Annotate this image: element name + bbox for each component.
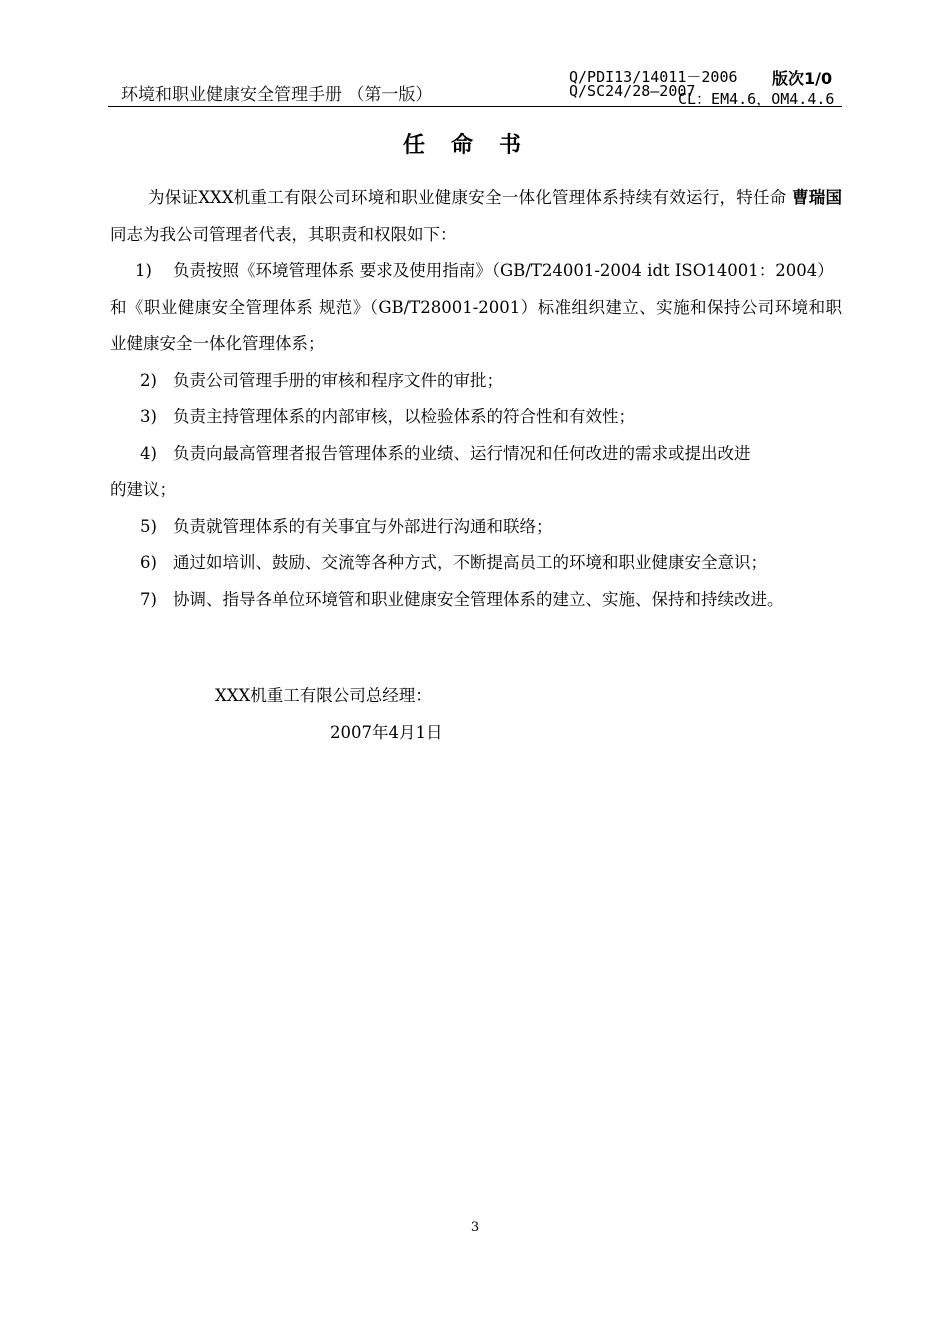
item-text: 负责主持管理体系的内部审核，以检验体系的符合性和有效性； [173,407,635,426]
appointee-name: 曹瑞国 [792,188,842,207]
duty-item-2 [110,363,842,400]
intro-text-2: 同志为我公司管理者代表，其职责和权限如下： [110,224,457,244]
intro-text-1: 为保证XXX机重工有限公司环境和职业健康安全一体化管理体系持续有效运行，特任命 [148,188,792,207]
item-number: 1) [135,261,152,280]
page-number: 3 [470,1220,480,1235]
item-number: 4) [140,443,157,463]
item-text: 通过如培训、鼓励、交流等各种方式，不断提高员工的环境和职业健康安全意识； [173,553,767,572]
duty-item-1 [110,253,842,290]
item-number: 3) [140,407,157,426]
duty-item-1-continued: 和《职业健康安全管理体系 规范》（GB/T28001-2001）标准组织建立、实施和保持公司环境和职业健康安全一体化管理体系； [110,297,842,353]
item-text: 协调、指导各单位环境管和职业健康安全管理体系的建立、实施、保持和持续改进。 [173,589,784,609]
item-number: 5) [140,516,157,536]
duty-item-4 [110,436,842,473]
manual-title: 环境和职业健康安全管理手册 （第一版） [121,85,433,105]
item-text: 负责向最高管理者报告管理体系的业绩、运行情况和任何改进的需求或提出改进 [173,443,751,463]
duty-item-6 [110,545,842,582]
document-body [110,180,842,618]
item-text: 负责就管理体系的有关事宜与外部进行沟通和联络； [173,516,553,536]
item-number: 2) [140,370,157,390]
item-number: 6) [140,553,157,572]
duty-item-5 [110,509,842,546]
page-title: 任命书 [402,133,547,158]
item-text: 负责公司管理手册的审核和程序文件的审批； [173,370,503,390]
doc-code-1: Q/PDI13/14011－2006 [569,68,738,86]
doc-code-2: Q/SC24/28—2007 [569,82,696,100]
intro-paragraph [110,180,842,253]
signature-line: XXX机重工有限公司总经理： [215,686,432,705]
version-label: 版次1/0 [772,69,833,88]
duty-item-7 [110,582,842,619]
header-divider [108,106,842,107]
duty-item-4-continued: 的建议； [110,480,176,499]
clause-reference: CL：EM4.6，OM4.4.6 [678,90,835,108]
item-text: 负责按照《环境管理体系 要求及使用指南》（GB/T24001-2004 idt ISO14001：2004） [173,261,834,280]
duty-item-3 [110,399,842,436]
issue-date: 2007年4月1日 [330,723,443,742]
item-number: 7) [140,589,157,609]
